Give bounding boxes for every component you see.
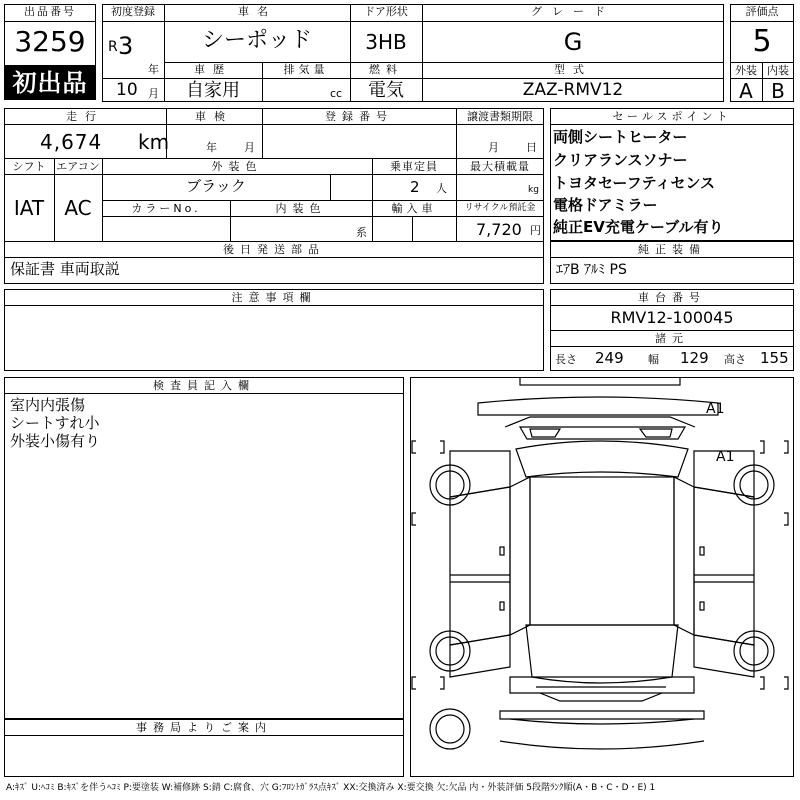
office-label: 事務局よりご案内 — [136, 721, 272, 734]
recycle: 7,720 — [476, 220, 522, 239]
car-name-label: 車名 — [238, 5, 276, 18]
displacement-label: 排気量 — [283, 63, 329, 76]
model: ZAZ-RMV12 — [522, 80, 624, 100]
length: 249 — [595, 349, 624, 367]
inspection-year-unit: 年 — [206, 141, 217, 154]
later-parts: 保証書 車両取説 — [10, 260, 120, 278]
mileage: 4,674 — [40, 130, 103, 154]
capacity: 2 — [410, 178, 420, 196]
notes-label: 注意事項欄 — [231, 291, 317, 304]
color: ブラック — [186, 177, 246, 195]
interior-color-label: 内装色 — [275, 202, 327, 215]
color-label: 外装色 — [211, 160, 263, 173]
sales-point-item: クリアランスソナー — [553, 151, 688, 169]
car-name: シーポッド — [201, 28, 312, 53]
inspector-line: 室内内張傷 — [10, 396, 86, 414]
legend: A:ｷｽﾞ U:ﾍｺﾐ B:ｷｽﾞを伴うﾍｺﾐ P:要塗装 W:補修跡 S:錆 C:腐食、穴 G:ﾌﾛﾝﾄｶﾞﾗｽ点ｷｽﾞ XX:交換済み X:要交換 欠:欠品 内・外装評価 5段階ﾗﾝｸ順(A・B・C・D・E) 1 — [6, 783, 656, 793]
shift: IAT — [13, 196, 45, 220]
height-label: 高さ — [724, 353, 746, 366]
width: 129 — [680, 349, 709, 367]
lot-number: 3259 — [14, 25, 86, 58]
damage-mark: A1 — [716, 449, 735, 465]
sales-point-item: トヨタセーフティセンス — [553, 174, 716, 192]
recycle-label: リサイクル預託金 — [464, 203, 536, 213]
fuel: 電気 — [368, 80, 404, 101]
grade-label: グレード — [531, 5, 615, 18]
length-label: 長さ — [555, 353, 577, 366]
import-label: 輸入車 — [391, 202, 437, 215]
chassis-label: 車台番号 — [638, 291, 706, 304]
load-unit: kg — [528, 185, 539, 195]
later-parts-label: 後日発送部品 — [223, 243, 325, 256]
specs-label: 諸元 — [655, 332, 689, 345]
chassis-number: RMV12-100045 — [610, 308, 734, 327]
history: 自家用 — [186, 80, 240, 101]
width-label: 幅 — [648, 353, 659, 366]
ac: AC — [64, 196, 92, 220]
era: R — [108, 39, 118, 55]
score-label: 評価点 — [745, 5, 779, 18]
capacity-unit: 人 — [436, 182, 447, 195]
height: 155 — [760, 349, 789, 367]
shift-label: シフト — [12, 160, 46, 173]
fuel-label: 燃料 — [369, 63, 403, 76]
color-no-label: カラーNo. — [131, 202, 201, 215]
load-label: 最大積載量 — [470, 160, 530, 173]
sales-points-label: セールスポイント — [612, 110, 732, 123]
door-type: 3HB — [365, 30, 407, 54]
exterior-label: 外装 — [735, 64, 757, 77]
genuine-equipment: ｴｱB ｱﾙﾐ PS — [556, 262, 627, 278]
interior-color-unit: 系 — [356, 226, 367, 239]
exterior-grade: A — [739, 79, 753, 103]
mileage-label: 走行 — [66, 110, 104, 123]
displacement-unit: cc — [330, 87, 343, 100]
damage-mark: A1 — [706, 401, 725, 417]
genuine-equipment-label: 純正装備 — [638, 243, 706, 256]
year-unit: 年 — [148, 63, 159, 76]
inspector-line: シートすれ小 — [10, 414, 100, 432]
inspector-label: 検査員記入欄 — [153, 379, 255, 392]
grade: G — [563, 28, 583, 56]
capacity-label: 乗車定員 — [390, 160, 438, 173]
first-reg-month: 10 — [116, 80, 138, 100]
first-listing-badge: 初出品 — [4, 66, 96, 100]
transfer-label: 譲渡書類期限 — [467, 110, 533, 123]
ac-label: エアコン — [56, 160, 100, 173]
interior-label: 内装 — [767, 64, 789, 77]
plate-label: 登録番号 — [325, 110, 393, 123]
mileage-unit: km — [138, 130, 170, 154]
history-label: 車歴 — [194, 63, 232, 76]
first-reg-year: 3 — [118, 32, 134, 60]
inspection-month-unit: 月 — [244, 141, 255, 154]
sales-point-item: 電格ドアミラー — [553, 196, 658, 214]
inspection-label: 車検 — [195, 110, 233, 123]
inspector-line: 外装小傷有り — [10, 432, 101, 450]
model-label: 型式 — [554, 63, 592, 76]
lot-number-label: 出品番号 — [24, 5, 76, 18]
first-reg-label: 初度登録 — [111, 5, 155, 18]
recycle-unit: 円 — [530, 224, 541, 237]
sales-point-item: 両側シートヒーター — [553, 128, 688, 146]
door-label: ドア形状 — [364, 5, 408, 18]
month-unit: 月 — [148, 87, 159, 100]
transfer-day-unit: 日 — [526, 141, 537, 154]
sales-point-item: 純正EV充電ケーブル有り — [553, 218, 724, 236]
transfer-month-unit: 月 — [488, 141, 499, 154]
interior-grade: B — [771, 79, 785, 103]
car-diagram — [410, 377, 794, 777]
score: 5 — [752, 24, 772, 59]
